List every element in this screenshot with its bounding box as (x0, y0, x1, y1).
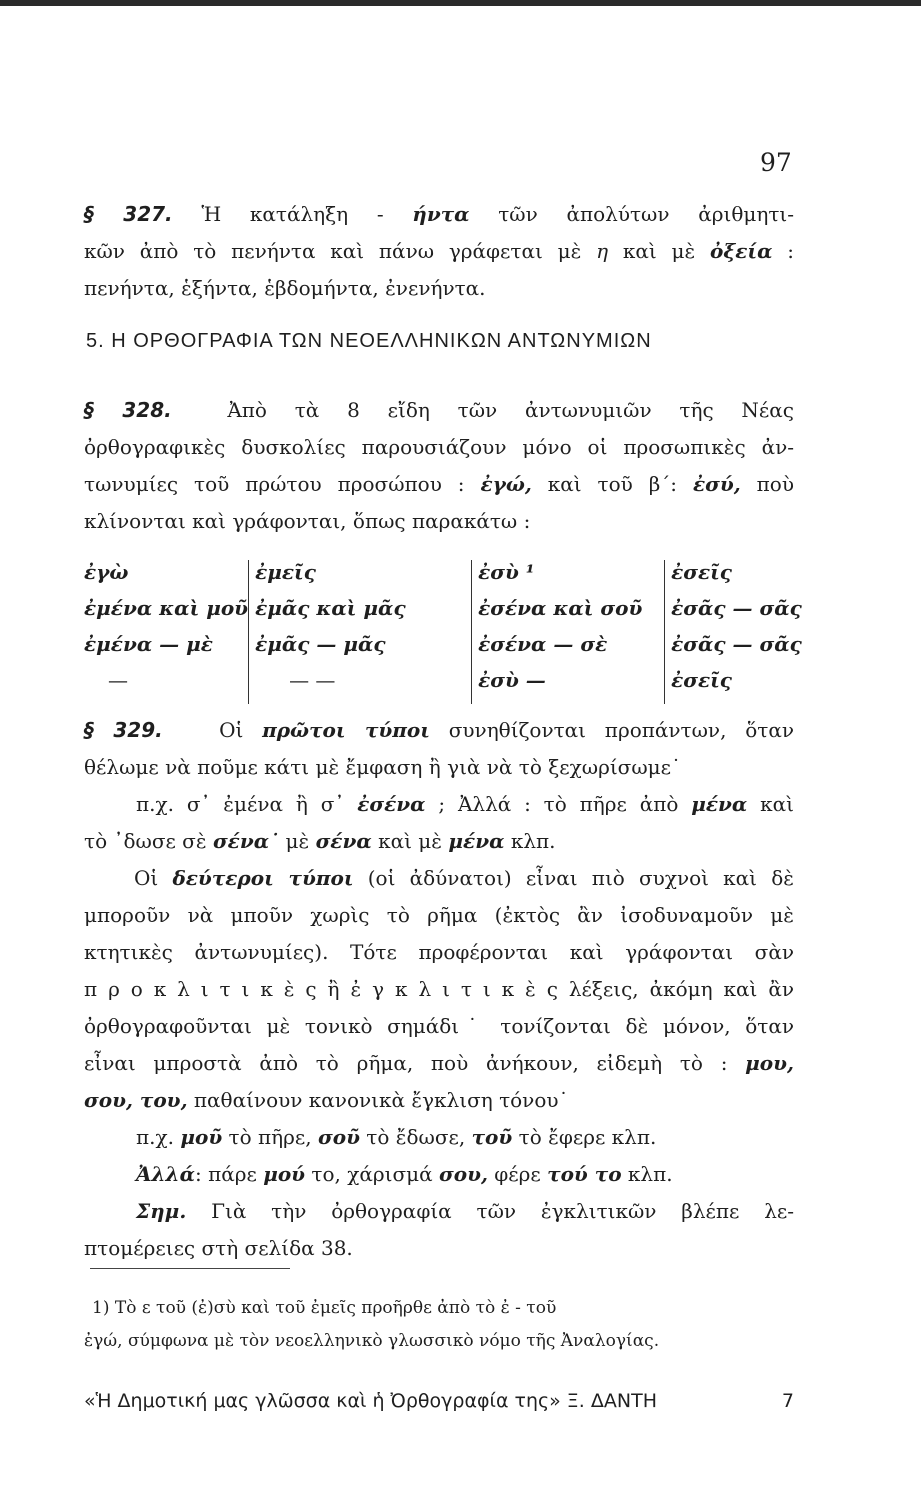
page-number: 97 (760, 148, 792, 177)
emphasis: πρῶτοι τύποι (262, 718, 430, 742)
emphasis: δεύτεροι τύποι (172, 866, 354, 890)
section-number: § 329. (84, 718, 163, 742)
text: καὶ (747, 792, 794, 816)
emphasis: Ἀλλά (136, 1162, 195, 1186)
text: Γιὰ τὴν ὀρθογραφία τῶν ἐγκλιτικῶν βλέπε λε- (186, 1199, 794, 1223)
table-cell: ἐσᾶς — σᾶς (665, 632, 852, 668)
chapter-heading: 5. Η ΟΡΘΟΓΡΑΦΙΑ ΤΩΝ ΝΕΟΕΛΛΗΝΙΚΩΝ ΑΝΤΩΝΥΜΙΩΝ (86, 330, 652, 352)
section-number: § 328. (84, 398, 172, 422)
book-title: «Ἡ Δημοτική μας γλῶσσα καὶ ἡ Ὀρθογραφία της» Ξ. ΔΑΝΤΗ (84, 1390, 657, 1412)
example-3 (84, 1156, 794, 1193)
sheet-number: 7 (781, 1390, 794, 1412)
emphasis: σένα˙ (212, 829, 280, 853)
table-row (84, 560, 851, 596)
top-scan-edge (0, 0, 921, 6)
table-cell: ἐσὺ ¹ (472, 560, 665, 596)
text: (οἱ ἀδύνατοι) εἶναι πιὸ συχνοὶ καὶ δὲ (353, 866, 794, 890)
text: π.χ. (136, 1125, 181, 1149)
footnote (84, 1292, 794, 1358)
emphasis: ἐσένα (357, 792, 426, 816)
text: καὶ μὲ (608, 239, 711, 263)
emphasis: μου, (745, 1051, 794, 1075)
example-2 (84, 1119, 794, 1156)
emphasis: μού (263, 1162, 306, 1186)
emphasis: η (596, 239, 609, 263)
s327-line-1 (84, 196, 794, 233)
emphasis: μένα (691, 792, 748, 816)
bottom-signature (84, 1390, 794, 1412)
s329-line-2: θέλωμε νὰ ποῦμε κάτι μὲ ἔμφαση ἢ γιὰ νὰ τὸ ξεχωρίσωμε˙ (84, 755, 681, 779)
s327-line-2 (84, 233, 794, 270)
s328-line-4: κλίνονται καὶ γράφονται, ὅπως παρακάτω : (84, 509, 531, 533)
text: καὶ μὲ (371, 829, 449, 853)
p2-line-6 (84, 1045, 794, 1082)
text: μὲ (279, 829, 316, 853)
emphasis: σοῦ (317, 1125, 360, 1149)
table-cell: — — (249, 668, 472, 704)
text: Οἱ (219, 718, 263, 742)
section-329 (84, 712, 794, 1267)
s329-line-1 (84, 712, 794, 749)
s328-line-3 (84, 466, 794, 503)
emphasis: σένα (315, 829, 372, 853)
emphasis: ἐσύ, (692, 472, 741, 496)
section-327 (84, 196, 794, 307)
table-cell: ἐγὼ (84, 560, 129, 584)
text: : πάρε (194, 1162, 264, 1186)
table-cell: ἐμᾶς — μᾶς (249, 632, 472, 668)
text: ; Ἀλλά : τὸ πῆρε ἀπὸ (425, 792, 692, 816)
emphasis: ήντα (412, 202, 470, 226)
text: : (772, 239, 794, 263)
text: τωνυμίες τοῦ πρώτου προσώπου : (84, 472, 481, 496)
emphasis: σου, του, (84, 1088, 188, 1112)
note-line-2: πτομέρειες στὴ σελίδα 38. (84, 1236, 353, 1260)
table-cell: ἐσένα καὶ σοῦ (472, 596, 665, 632)
p2-line-7 (84, 1082, 794, 1119)
text: π.χ. σ᾽ ἐμένα ἢ σ᾽ (136, 792, 358, 816)
text: το, χάρισμά (305, 1162, 439, 1186)
emphasis: τού το (547, 1162, 622, 1186)
table-cell: ἐμένα — μὲ (84, 632, 213, 656)
emphasis: σου, (438, 1162, 488, 1186)
p2-line-5: ὀρθογραφοῦνται μὲ τονικὸ σημάδι˙ τονίζονται δὲ μόνον, ὅταν (84, 1014, 794, 1038)
text: Ἀπὸ τὰ 8 εἴδη τῶν ἀντωνυμιῶν τῆς Νέας (227, 398, 794, 422)
table-cell: — (108, 668, 128, 692)
text: κλπ. (621, 1162, 673, 1186)
table-cell: ἐμᾶς καὶ μᾶς (249, 596, 472, 632)
pronoun-table (84, 560, 851, 704)
text: τὸ πῆρε, (222, 1125, 318, 1149)
text: ποὺ (740, 472, 795, 496)
footnote-divider (90, 1268, 290, 1269)
section-number: § 327. (84, 202, 173, 226)
text: Ἡ κατάληξη - (201, 202, 413, 226)
emphasis: ἐγώ, (480, 472, 532, 496)
example-1-line-1 (84, 786, 794, 823)
table-row (84, 632, 851, 668)
text: συνηθίζονται προπάντων, ὅταν (429, 718, 794, 742)
section-328 (84, 392, 794, 540)
table-cell: ἐσεῖς (665, 668, 852, 704)
text: φέρε (487, 1162, 548, 1186)
table-cell: ἐμένα καὶ μοῦ (84, 596, 249, 620)
text: τὸ ᾽δωσε σὲ (84, 829, 213, 853)
emphasis: τοῦ (471, 1125, 513, 1149)
text: τὸ ἔδωσε, (359, 1125, 472, 1149)
text: κλπ. (504, 829, 556, 853)
text: κῶν ἀπὸ τὸ πενήντα καὶ πάνω γράφεται μὲ (84, 239, 597, 263)
emphasis: ὀξεία (710, 239, 773, 263)
emphasis: μοῦ (180, 1125, 223, 1149)
text: τὸ ἔφερε κλπ. (512, 1125, 657, 1149)
table-cell: ἐμεῖς (249, 560, 472, 596)
s328-line-1 (84, 392, 794, 429)
text: καὶ τοῦ β΄: (531, 472, 693, 496)
table-cell: ἐσένα — σὲ (472, 632, 665, 668)
table-cell: ἐσᾶς — σᾶς (665, 596, 852, 632)
footnote-line-2: ἐγώ, σύμφωνα μὲ τὸν νεοελληνικὸ γλωσσικὸ νόμο τῆς Ἀναλογίας. (84, 1331, 660, 1351)
p2-line-4: π ρ ο κ λ ι τ ι κ ὲ ς ἢ ἐ γ κ λ ι τ ι κ ὲ ς λέξεις, ἀκόμη καὶ ἂν (84, 977, 794, 1001)
table-cell: ἐσεῖς (665, 560, 852, 596)
p2-line-3: κτητικὲς ἀντωνυμίες). Τότε προφέρονται καὶ γράφονται σὰν (84, 940, 794, 964)
text: Οἱ (134, 866, 173, 890)
table-row (84, 668, 851, 704)
text: παθαίνουν κανονικὰ ἔγκλιση τόνου˙ (187, 1088, 569, 1112)
p2-line-2: μποροῦν νὰ μποῦν χωρὶς τὸ ρῆμα (ἐκτὸς ἂν ἰσοδυναμοῦν μὲ (84, 903, 794, 927)
p2-line-1 (84, 860, 794, 897)
table-cell: ἐσὺ — (472, 668, 665, 704)
note-label: Σημ. (136, 1199, 187, 1223)
example-1-line-2 (84, 823, 794, 860)
table-row (84, 596, 851, 632)
text: εἶναι μπροστὰ ἀπὸ τὸ ρῆμα, ποὺ ἀνήκουν, εἰδεμὴ τὸ : (84, 1051, 746, 1075)
emphasis: μένα (448, 829, 505, 853)
footnote-line-1: 1) Τὸ ε τοῦ (ἐ)σὺ καὶ τοῦ ἐμεῖς προῆρθε ἀπὸ τὸ ἐ - τοῦ (92, 1298, 557, 1318)
s328-line-2: ὀρθογραφικὲς δυσκολίες παρουσιάζουν μόνο οἱ προσωπικὲς ἀν- (84, 435, 794, 459)
text: τῶν ἀπολύτων ἀριθμητι- (469, 202, 795, 226)
s327-line-3: πενήντα, ἑξήντα, ἑβδομήντα, ἐνενήντα. (84, 276, 486, 300)
note-line-1 (84, 1193, 794, 1230)
